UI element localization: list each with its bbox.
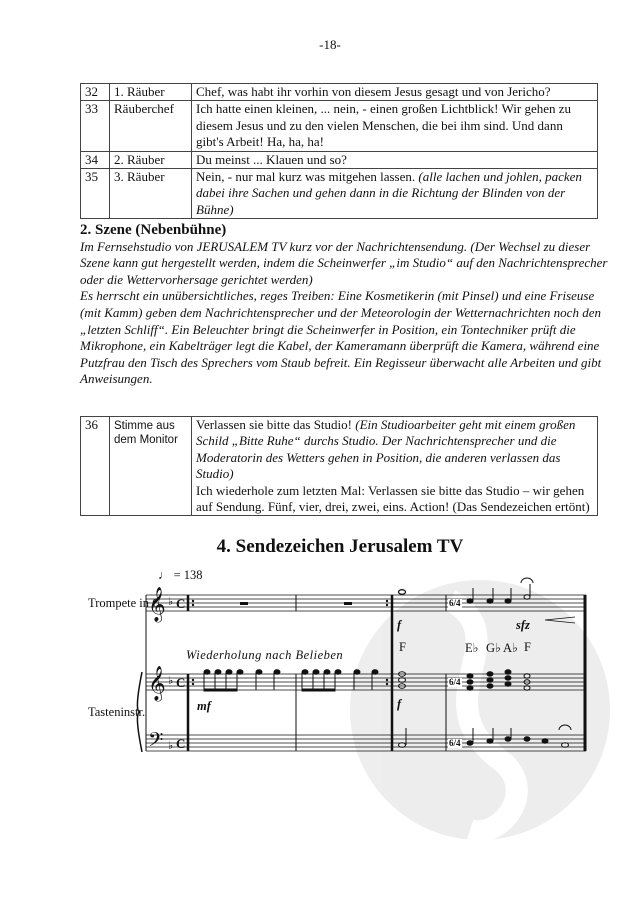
treble-clef-icon: 𝄞 [148,587,166,622]
scene-paragraph-1: Im Fernsehstudio von JERUSALEM TV kurz vor der Nachrichtensendung. (Der Wechsel zu dieser Szene kann gut hergestellt werden, indem die Scheinwerfer „im Studio“ auf den Nachrichtensprecher oder die Wettervorhersage gerichtet werden) [80,238,608,287]
instrument-label-trumpet: Trompete in C [88,596,161,610]
scene-description [80,222,610,388]
dynamic-mark: f [397,697,402,711]
scene-heading: 2. Szene (Nebenbühne) [80,222,227,238]
role: 1. Räuber [110,84,192,101]
time-signature-6-4: 6/4 [449,677,461,687]
speech: Du meinst ... Klauen und so? [196,151,347,167]
role: Räuberchef [110,101,192,151]
role: Stimme aus dem Monitor [110,417,192,516]
time-signature-6-4: 6/4 [449,738,461,748]
score-title: 4. Sendezeichen Jerusalem TV [216,536,464,557]
table-row [81,84,598,101]
table-row [81,101,598,151]
scene-paragraph-2: Es herrscht ein unübersichtliches, reges Treiben: Eine Kosmetikerin (mit Pinsel) und eine Friseuse (mit Kamm) geben dem Nachrichtensprecher und der Meteorologin der Wetternachrichten noch den „letzten Schliff“. Ein Beleuchter bringt die Scheinwerfer in Position, ein Tontechniker prüft die Mikrophone, ein Kabelträger legt die Kabel, der Kameramann überprüft die Kamera, während eine Putzfrau den Tisch des Sprechers vom Staub befreit. Ein Regisseur überwacht alle Arbeiten und gibt Anweisungen. [80,288,602,387]
time-signature: C [176,675,186,690]
flat-icon: ♭ [168,595,174,608]
tempo-value: = 138 [173,568,203,582]
role: 3. Räuber [110,169,192,219]
time-signature: C [176,736,186,751]
speech: Nein, - nur mal kurz was mitgehen lassen. [196,169,419,185]
bass-clef-icon: 𝄢 [148,728,164,756]
watermark-logo [350,580,610,840]
line-number: 32 [81,84,110,101]
line-number: 35 [81,169,110,219]
role: 2. Räuber [110,151,192,168]
table-row [81,151,598,168]
treble-clef-icon: 𝄞 [148,666,166,701]
dynamic-mark: sfz [516,618,530,632]
speech: Verlassen sie bitte das Studio! [196,417,356,432]
page-number: -18- [319,37,341,52]
flat-icon: ♭ [168,674,174,687]
tempo-marking [158,568,203,583]
dialogue [192,84,598,101]
chord-symbol: E♭ [465,641,479,655]
speech: Chef, was habt ihr vorhin von diesem Jesus gesagt und von Jericho? [196,84,551,99]
speech: Ich wiederhole zum letzten Mal: Verlassen sie bitte das Studio – wir gehen auf Sendung. Fünf, vier, drei, zwei, eins. Action! (Das Sendezeichen ertönt) [196,482,590,515]
line-number: 34 [81,151,110,168]
time-signature-6-4: 6/4 [449,598,461,608]
dynamic-mark: f [397,618,402,632]
chord-symbol: F [399,640,406,654]
dialogue [192,417,598,516]
dialogue-table-1 [80,83,598,219]
chord-symbol: A♭ [503,641,518,655]
table-row [81,169,598,219]
stage-direction: (alle lachen und johlen, packen dabei ihre Sachen und gehen dann in die Richtung der Blinden von der Bühne) [196,169,582,217]
dialogue [192,169,598,219]
stage-direction: (Ein Studioarbeiter geht mit einem großen Schild „Bitte Ruhe“ durchs Studio. Der Nachrichtensprecher und die Moderatorin des Wetters gehen in Position, die anderen verlassen das Studio) [196,417,576,482]
music-score [0,560,640,907]
repeat-instruction: Wiederholung nach Belieben [186,648,344,662]
clefs [148,587,185,756]
line-number: 36 [81,417,110,516]
flat-icon: ♭ [168,739,174,752]
time-signature: C [176,596,186,611]
chord-symbol: F [524,640,531,654]
eighth-notes-bar1 [204,670,280,691]
dialogue-table-2 [80,416,598,516]
quarter-note-icon: ♩ [158,568,171,582]
line-number: 33 [81,101,110,151]
dialogue [192,101,598,151]
chord-symbol: G♭ [486,641,501,655]
instrument-label-keys: Tasteninstr. [88,705,146,719]
dialogue [192,151,598,168]
speech: Ich hatte einen kleinen, ... nein, - einen großen Lichtblick! Wir gehen zu diesem Jesus und zu den vielen Menschen, die bei ihm sind. Und dann gibt's Arbeit! Ha, ha, ha! [196,101,572,150]
dynamic-mark: mf [197,699,211,713]
table-row [81,417,598,516]
